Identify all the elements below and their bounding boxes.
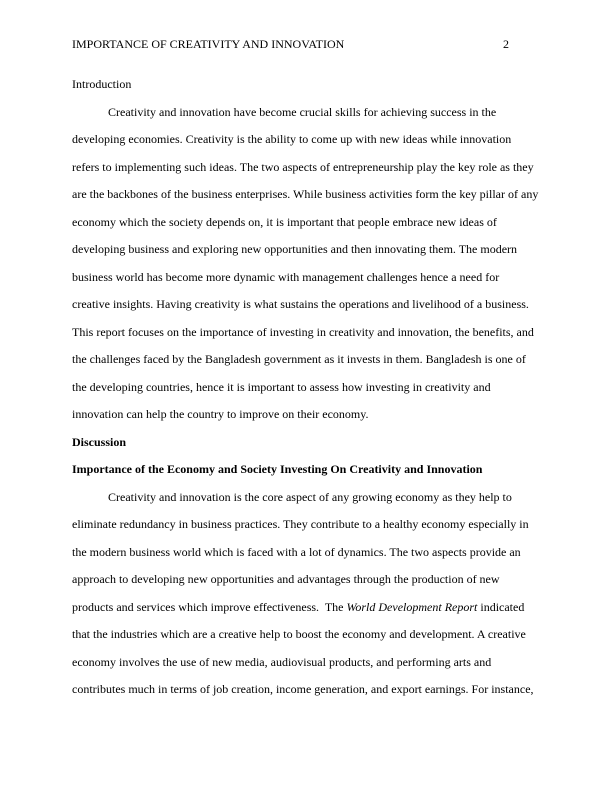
paragraph-line: contributes much in terms of job creation, income generation, and export earnings. For instance, (72, 682, 534, 696)
introduction-heading: Introduction (72, 77, 132, 91)
report-title: World Development Report (346, 600, 478, 614)
paragraph-line: This report focuses on the importance of investing in creativity and innovation, the benefits, and (72, 325, 534, 339)
paragraph-line: Creativity and innovation have become crucial skills for achieving success in the (108, 105, 497, 119)
paragraph-line: creative insights. Having creativity is what sustains the operations and livelihood of a business. (72, 297, 529, 311)
line-text: products and services which improve effectiveness. The (72, 600, 347, 614)
line-text: indicated (477, 600, 525, 614)
paragraph-line: Creativity and innovation is the core aspect of any growing economy as they help to (108, 490, 512, 504)
paragraph-line: approach to developing new opportunities and advantages through the production of new (72, 572, 500, 586)
paragraph-line (72, 599, 524, 615)
paragraph-line: eliminate redundancy in business practices. They contribute to a healthy economy especially in (72, 517, 529, 531)
paragraph-line: business world has become more dynamic with management challenges hence a need for (72, 270, 500, 284)
paragraph-line: the developing countries, hence it is important to assess how investing in creativity and (72, 380, 491, 394)
running-head: IMPORTANCE OF CREATIVITY AND INNOVATION (72, 37, 345, 51)
paragraph-line: are the backbones of the business enterprises. While business activities form the key pillar of any (72, 187, 539, 201)
paragraph-line: the modern business world which is faced with a lot of dynamics. The two aspects provide an (72, 545, 521, 559)
paragraph-line: the challenges faced by the Bangladesh government as it invests in them. Bangladesh is one of (72, 352, 526, 366)
paragraph-line: refers to implementing such ideas. The two aspects of entrepreneurship play the key role as they (72, 160, 534, 174)
discussion-heading: Discussion (72, 435, 127, 449)
paragraph-line: developing economies. Creativity is the ability to come up with new ideas while innovation (72, 132, 512, 146)
paragraph-line: economy which the society depends on, it is important that people embrace new ideas of (72, 215, 497, 229)
paragraph-line: that the industries which are a creative help to boost the economy and development. A creative (72, 627, 526, 641)
paragraph-line: economy involves the use of new media, audiovisual products, and performing arts and (72, 655, 492, 669)
paragraph-line: developing business and exploring new opportunities and then innovating them. The modern (72, 242, 518, 256)
paragraph-line: innovation can help the country to improve on their economy. (72, 407, 369, 421)
page-number: 2 (503, 37, 509, 51)
section-subheading: Importance of the Economy and Society Investing On Creativity and Innovation (72, 462, 483, 476)
